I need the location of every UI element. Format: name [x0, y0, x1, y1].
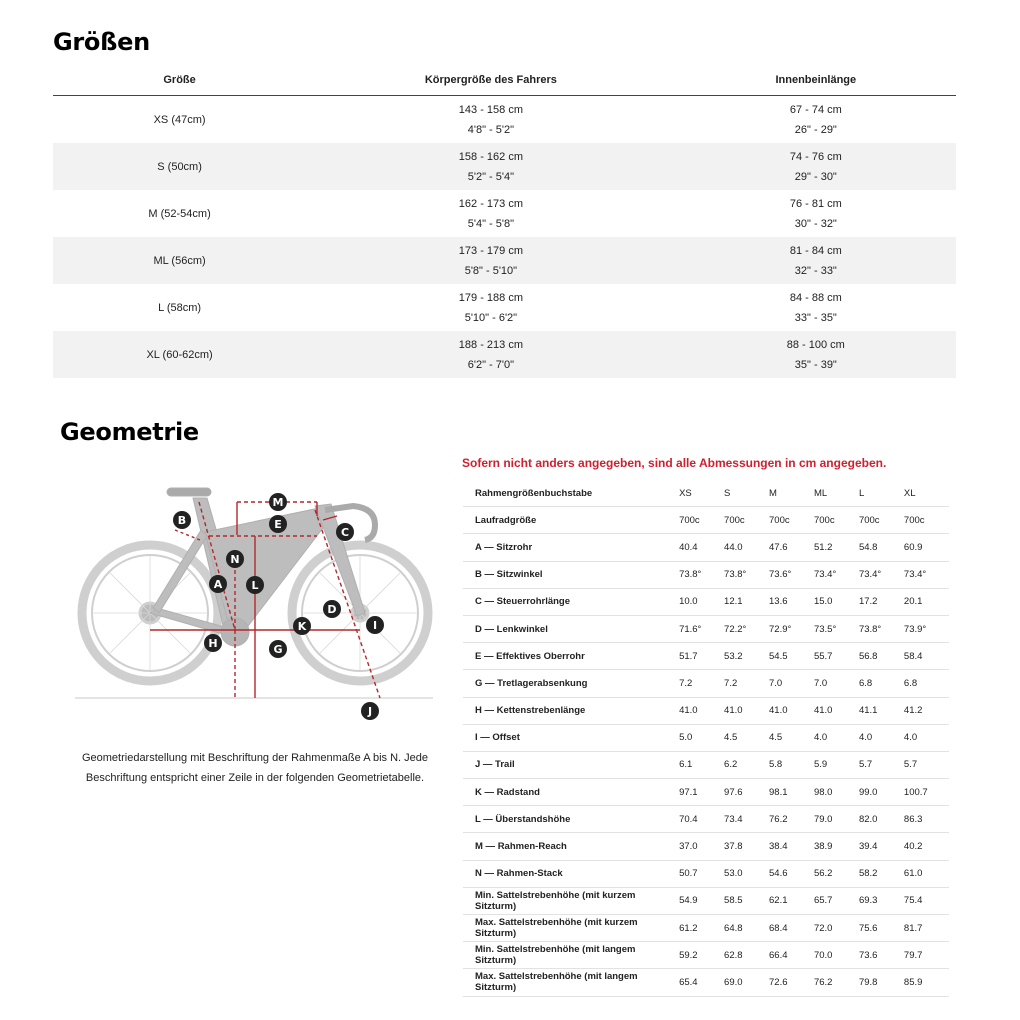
svg-text:B: B [177, 514, 187, 527]
geometry-value: 12.1 [724, 588, 769, 615]
geometry-value: 6.8 [904, 670, 949, 697]
geometry-value: 73.4° [814, 561, 859, 588]
geometry-value: 70.4 [679, 806, 724, 833]
size-label: ML (56cm) [53, 237, 306, 284]
size-label: M (52-54cm) [148, 207, 211, 220]
geometry-value: 40.4 [679, 534, 724, 561]
geometry-value: 13.6 [769, 588, 814, 615]
marker-e [269, 515, 287, 533]
marker-b [173, 511, 191, 529]
rider-height-in: 6'2" - 7'0" [467, 358, 515, 371]
geometry-value: 40.2 [904, 833, 949, 860]
geometry-value: 76.2 [769, 806, 814, 833]
sizes-header-inseam: Innenbeinlänge [676, 65, 956, 96]
geometry-row [463, 833, 949, 860]
sizes-header-height: Körpergröße des Fahrers [306, 65, 675, 96]
geometry-value: 70.0 [814, 942, 859, 969]
inseam [676, 237, 956, 284]
geometry-row-label: Min. Sattelstrebenhöhe (mit kurzem Sitzturm) [463, 887, 679, 914]
size-row [53, 284, 956, 331]
marker-c [336, 523, 354, 541]
geometry-row [463, 942, 949, 969]
geometry-row [463, 969, 949, 996]
size-label: S (50cm) [53, 143, 306, 190]
geometry-value: 7.0 [814, 670, 859, 697]
geometry-row [463, 915, 949, 942]
geometry-row [463, 806, 949, 833]
sizes-header-size: Größe [53, 65, 306, 96]
geometry-row-label: N — Rahmen-Stack [463, 860, 679, 887]
inseam-in: 32" - 33" [794, 264, 837, 277]
geometry-value: 700c [904, 507, 949, 534]
geometry-value: 41.0 [769, 697, 814, 724]
marker-d [323, 600, 341, 618]
geometry-value: 700c [769, 507, 814, 534]
svg-text:L: L [251, 579, 259, 592]
rider-height [306, 237, 675, 284]
marker-l [246, 576, 264, 594]
marker-j [361, 702, 379, 720]
geometry-value: 59.2 [679, 942, 724, 969]
geometry-value: 76.2 [814, 969, 859, 996]
geometry-value: 4.5 [724, 724, 769, 751]
geometry-value: 51.2 [814, 534, 859, 561]
geometry-header-label: Rahmengrößenbuchstabe [463, 480, 679, 507]
geometry-value: 39.4 [859, 833, 904, 860]
geometry-value: 700c [679, 507, 724, 534]
rider-height-cm: 143 - 158 cm [458, 103, 523, 116]
geometry-value: 56.8 [859, 643, 904, 670]
geometry-value: 41.0 [724, 697, 769, 724]
rider-height [306, 190, 675, 237]
geometry-value: 73.8° [859, 615, 904, 642]
geometry-row [463, 697, 949, 724]
marker-a [209, 575, 227, 593]
rider-height-in: 5'10" - 6'2" [464, 311, 518, 324]
size-label: XL (60-62cm) [53, 331, 306, 378]
geometry-value: 73.9° [904, 615, 949, 642]
geometry-value: 100.7 [904, 779, 949, 806]
rider-height-cm: 162 - 173 cm [458, 197, 523, 210]
inseam [676, 143, 956, 190]
size-row [53, 237, 956, 284]
geometry-row [463, 534, 949, 561]
geometry-row-label: Max. Sattelstrebenhöhe (mit langem Sitzturm) [463, 969, 679, 996]
svg-text:K: K [297, 620, 307, 633]
geometry-value: 71.6° [679, 615, 724, 642]
geometry-value: 5.0 [679, 724, 724, 751]
geometry-row-label: C — Steuerrohrlänge [463, 588, 679, 615]
geometry-value: 37.0 [679, 833, 724, 860]
geometry-header-size: L [859, 480, 904, 507]
geometry-value: 7.0 [769, 670, 814, 697]
sizes-title: Größen [53, 28, 150, 56]
geometry-value: 50.7 [679, 860, 724, 887]
size-row [53, 331, 956, 378]
inseam-cm: 81 - 84 cm [789, 244, 842, 257]
geometry-value: 72.9° [769, 615, 814, 642]
inseam-in: 33" - 35" [794, 311, 837, 324]
geometry-value: 69.0 [724, 969, 769, 996]
geometry-row [463, 860, 949, 887]
geometry-value: 53.2 [724, 643, 769, 670]
geometry-value: 7.2 [679, 670, 724, 697]
geometry-title: Geometrie [60, 418, 199, 446]
geometry-value: 5.7 [859, 751, 904, 778]
geometry-value: 98.0 [814, 779, 859, 806]
geometry-value: 54.9 [679, 887, 724, 914]
geometry-value: 62.8 [724, 942, 769, 969]
geometry-header-size: S [724, 480, 769, 507]
svg-text:C: C [340, 526, 350, 539]
svg-text:A: A [213, 578, 223, 591]
geometry-value: 38.9 [814, 833, 859, 860]
geometry-value: 17.2 [859, 588, 904, 615]
geometry-value: 700c [814, 507, 859, 534]
inseam-cm: 84 - 88 cm [789, 291, 842, 304]
geometry-value: 4.5 [769, 724, 814, 751]
geometry-row-label: Laufradgröße [463, 507, 679, 534]
marker-h [204, 634, 222, 652]
inseam-in: 29" - 30" [794, 170, 837, 183]
rider-height [306, 331, 675, 378]
geometry-row [463, 751, 949, 778]
geometry-value: 73.8° [679, 561, 724, 588]
geometry-value: 53.0 [724, 860, 769, 887]
marker-i [366, 616, 384, 634]
geometry-value: 79.7 [904, 942, 949, 969]
geometry-value: 79.8 [859, 969, 904, 996]
rider-height-cm: 179 - 188 cm [458, 291, 523, 304]
svg-text:M: M [272, 496, 284, 509]
geometry-value: 73.6 [859, 942, 904, 969]
geometry-value: 61.0 [904, 860, 949, 887]
rider-height-in: 5'8" - 5'10" [464, 264, 518, 277]
geometry-row [463, 724, 949, 751]
geometry-value: 5.7 [904, 751, 949, 778]
inseam-cm: 67 - 74 cm [789, 103, 842, 116]
inseam [676, 331, 956, 378]
geometry-header-size: XL [904, 480, 949, 507]
size-label: L (58cm) [158, 301, 202, 314]
marker-k [293, 617, 311, 635]
diagram-caption: Geometriedarstellung mit Beschriftung der Rahmenmaße A bis N. Jede Beschriftung entspricht einer Zeile in der folgenden Geometrietabelle. [81, 752, 429, 784]
geometry-value: 37.8 [724, 833, 769, 860]
geometry-header-size: ML [814, 480, 859, 507]
geometry-value: 75.4 [904, 887, 949, 914]
svg-text:H: H [208, 637, 218, 650]
geometry-value: 65.4 [679, 969, 724, 996]
inseam [676, 190, 956, 237]
svg-text:I: I [372, 619, 378, 632]
inseam-in: 35" - 39" [794, 358, 837, 371]
geometry-row-label: D — Lenkwinkel [463, 615, 679, 642]
geometry-value: 54.6 [769, 860, 814, 887]
geometry-value: 6.8 [859, 670, 904, 697]
geometry-header-size: M [769, 480, 814, 507]
units-note: Sofern nicht anders angegeben, sind alle Abmessungen in cm angegeben. [462, 456, 887, 470]
geometry-value: 62.1 [769, 887, 814, 914]
geometry-row [463, 887, 949, 914]
geometry-row [463, 588, 949, 615]
geometry-row [463, 643, 949, 670]
geometry-value: 56.2 [814, 860, 859, 887]
rider-height [306, 284, 675, 331]
inseam [676, 96, 956, 144]
geometry-value: 41.2 [904, 697, 949, 724]
geometry-value: 79.0 [814, 806, 859, 833]
geometry-value: 98.1 [769, 779, 814, 806]
svg-text:D: D [327, 603, 337, 616]
geometry-value: 81.7 [904, 915, 949, 942]
geometry-value: 73.4 [724, 806, 769, 833]
geometry-row-label: E — Effektives Oberrohr [463, 643, 679, 670]
sizes-table [53, 65, 956, 378]
geometry-value: 6.2 [724, 751, 769, 778]
geometry-row-label: L — Überstandshöhe [463, 806, 679, 833]
inseam-in: 30" - 32" [794, 217, 837, 230]
geometry-row-label: Min. Sattelstrebenhöhe (mit langem Sitzturm) [463, 942, 679, 969]
geometry-row-label: J — Trail [463, 751, 679, 778]
rider-height-in: 4'8" - 5'2" [467, 123, 515, 136]
rider-height [306, 96, 675, 144]
geometry-row [463, 779, 949, 806]
inseam-cm: 74 - 76 cm [789, 150, 842, 163]
geometry-table [463, 480, 949, 997]
geometry-value: 6.1 [679, 751, 724, 778]
geometry-header-row [463, 480, 949, 507]
inseam-cm: 76 - 81 cm [789, 197, 842, 210]
geometry-row-label: M — Rahmen-Reach [463, 833, 679, 860]
geometry-value: 97.6 [724, 779, 769, 806]
geometry-value: 99.0 [859, 779, 904, 806]
geometry-value: 51.7 [679, 643, 724, 670]
geometry-value: 700c [724, 507, 769, 534]
geometry-value: 85.9 [904, 969, 949, 996]
geometry-header-size: XS [679, 480, 724, 507]
geometry-value: 20.1 [904, 588, 949, 615]
geometry-value: 73.6° [769, 561, 814, 588]
geometry-value: 44.0 [724, 534, 769, 561]
marker-n [226, 550, 244, 568]
geometry-value: 69.3 [859, 887, 904, 914]
geometry-value: 41.0 [679, 697, 724, 724]
geometry-value: 10.0 [679, 588, 724, 615]
svg-text:E: E [274, 518, 282, 531]
geometry-value: 4.0 [904, 724, 949, 751]
geometry-row-label: G — Tretlagerabsenkung [463, 670, 679, 697]
geometry-value: 47.6 [769, 534, 814, 561]
geometry-value: 58.5 [724, 887, 769, 914]
geometry-value: 97.1 [679, 779, 724, 806]
geometry-row [463, 670, 949, 697]
inseam [676, 284, 956, 331]
geometry-row-label: H — Kettenstrebenlänge [463, 697, 679, 724]
size-row [53, 143, 956, 190]
size-row [53, 190, 956, 237]
svg-text:N: N [230, 553, 240, 566]
geometry-value: 15.0 [814, 588, 859, 615]
inseam-in: 26" - 29" [794, 123, 837, 136]
geometry-row-label: I — Offset [463, 724, 679, 751]
geometry-row-label: A — Sitzrohr [463, 534, 679, 561]
geometry-value: 73.5° [814, 615, 859, 642]
geometry-value: 66.4 [769, 942, 814, 969]
geometry-value: 75.6 [859, 915, 904, 942]
svg-text:G: G [273, 643, 283, 656]
geometry-value: 5.8 [769, 751, 814, 778]
geometry-row [463, 507, 949, 534]
geometry-row-label: K — Radstand [463, 779, 679, 806]
geometry-value: 72.0 [814, 915, 859, 942]
rider-height-in: 5'4" - 5'8" [467, 217, 515, 230]
rider-height-cm: 188 - 213 cm [458, 338, 523, 351]
geometry-value: 61.2 [679, 915, 724, 942]
size-row [53, 96, 956, 144]
geometry-value: 64.8 [724, 915, 769, 942]
geometry-value: 73.4° [859, 561, 904, 588]
geometry-value: 5.9 [814, 751, 859, 778]
rider-height-in: 5'2" - 5'4" [467, 170, 515, 183]
marker-m [269, 493, 287, 511]
sizes-header-row [53, 65, 956, 96]
geometry-value: 58.4 [904, 643, 949, 670]
rider-height-cm: 158 - 162 cm [458, 150, 523, 163]
geometry-value: 4.0 [814, 724, 859, 751]
bike-geometry-diagram [75, 480, 445, 720]
geometry-value: 72.6 [769, 969, 814, 996]
geometry-value: 60.9 [904, 534, 949, 561]
rider-height [306, 143, 675, 190]
marker-g [269, 640, 287, 658]
geometry-value: 73.4° [904, 561, 949, 588]
geometry-value: 55.7 [814, 643, 859, 670]
geometry-value: 54.5 [769, 643, 814, 670]
geometry-value: 7.2 [724, 670, 769, 697]
geometry-row-label: B — Sitzwinkel [463, 561, 679, 588]
geometry-value: 82.0 [859, 806, 904, 833]
geometry-row-label: Max. Sattelstrebenhöhe (mit kurzem Sitzturm) [463, 915, 679, 942]
size-label: XS (47cm) [153, 113, 206, 126]
geometry-value: 68.4 [769, 915, 814, 942]
geometry-row [463, 561, 949, 588]
geometry-value: 38.4 [769, 833, 814, 860]
geometry-value: 58.2 [859, 860, 904, 887]
geometry-value: 41.0 [814, 697, 859, 724]
geometry-value: 41.1 [859, 697, 904, 724]
inseam-cm: 88 - 100 cm [786, 338, 845, 351]
geometry-value: 700c [859, 507, 904, 534]
geometry-value: 73.8° [724, 561, 769, 588]
geometry-value: 54.8 [859, 534, 904, 561]
geometry-value: 65.7 [814, 887, 859, 914]
rider-height-cm: 173 - 179 cm [458, 244, 523, 257]
geometry-row [463, 615, 949, 642]
geometry-value: 72.2° [724, 615, 769, 642]
geometry-value: 86.3 [904, 806, 949, 833]
svg-text:J: J [367, 705, 373, 718]
geometry-value: 4.0 [859, 724, 904, 751]
